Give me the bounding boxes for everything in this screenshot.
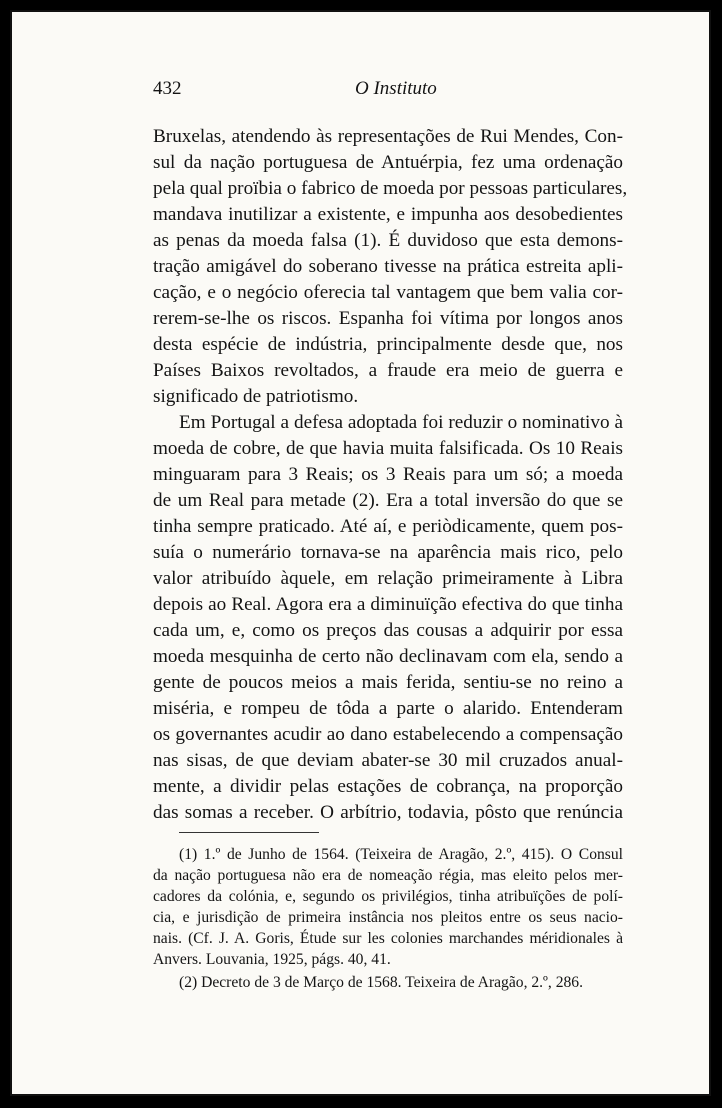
body-line: as penas da moeda falsa (1). É duvidoso que esta demons-: [153, 230, 623, 251]
body-line: mente, a dividir pelas estações de cobrança, na proporção: [153, 776, 623, 797]
body-line: rerem-se-lhe os riscos. Espanha foi vítima por longos anos: [153, 308, 623, 329]
page-number: 432: [153, 78, 182, 99]
body-line: Bruxelas, atendendo às representações de Rui Mendes, Con-: [153, 126, 623, 147]
running-title: O Instituto: [355, 78, 437, 99]
body-line: minguaram para 3 Reais; os 3 Reais para um só; a moeda: [153, 464, 623, 485]
body-line: moeda mesquinha de certo não declinavam com ela, sendo a: [153, 646, 623, 667]
footnote-line: Anvers. Louvania, 1925, págs. 40, 41.: [153, 951, 391, 968]
body-line: pela qual proïbia o fabrico de moeda por pessoas particulares,: [153, 178, 628, 199]
body-line: suía o numerário tornava-se na aparência mais rico, pelo: [153, 542, 623, 563]
body-line: cada um, e, como os preços das cousas a adquirir por essa: [153, 620, 623, 641]
body-line: Países Baixos revoltados, a fraude era meio de guerra e: [153, 360, 623, 381]
body-line: miséria, e rompeu de tôda a parte o alarido. Entenderam: [153, 698, 623, 719]
body-line: depois ao Real. Agora era a diminuïção efectiva do que tinha: [153, 594, 623, 615]
body-line: gente de poucos meios a mais ferida, sentiu-se no reino a: [153, 672, 623, 693]
book-page: [10, 10, 711, 1096]
footnote-line: (2) Decreto de 3 de Março de 1568. Teixeira de Aragão, 2.º, 286.: [179, 974, 583, 991]
footnote-line: cia, e jurisdição de primeira instância nos pleitos entre os seus nacio-: [153, 909, 623, 926]
footnote-line: nais. (Cf. J. A. Goris, Étude sur les colonies marchandes méridionales à: [153, 930, 623, 947]
body-line: os governantes acudir ao dano estabelecendo a compensação: [153, 724, 623, 745]
body-line: desta espécie de indústria, principalmente desde que, nos: [153, 334, 623, 355]
footnote-line: (1) 1.º de Junho de 1564. (Teixeira de Aragão, 2.º, 415). O Consul: [179, 846, 623, 863]
body-line: nas sisas, de que deviam abater-se 30 mil cruzados anual-: [153, 750, 623, 771]
footnote-separator: [179, 832, 319, 833]
body-line: de um Real para metade (2). Era a total inversão do que se: [153, 490, 623, 511]
body-line: tração amigável do soberano tivesse na prática estreita apli-: [153, 256, 623, 277]
footnote-line: da nação portuguesa não era de nomeação régia, mas eleito pelos mer-: [153, 867, 623, 884]
body-line: mandava inutilizar a existente, e impunha aos desobedientes: [153, 204, 623, 225]
body-line: tinha sempre praticado. Até aí, e periòdicamente, quem pos-: [153, 516, 623, 537]
body-line: significado de patriotismo.: [153, 386, 359, 407]
body-line: Em Portugal a defesa adoptada foi reduzir o nominativo à: [179, 412, 623, 433]
body-line: sul da nação portuguesa de Antuérpia, fez uma ordenação: [153, 152, 623, 173]
body-line: moeda de cobre, de que havia muita falsificada. Os 10 Reais: [153, 438, 623, 459]
body-line: cação, e o negócio oferecia tal vantagem que bem valia cor-: [153, 282, 623, 303]
body-line: valor atribuído àquele, em relação primeiramente à Libra: [153, 568, 623, 589]
body-line: das somas a receber. O arbítrio, todavia, pôsto que renúncia: [153, 802, 623, 823]
footnote-line: cadores da colónia, e, segundo os privilégios, tinha atribuïções de polí-: [153, 888, 623, 905]
